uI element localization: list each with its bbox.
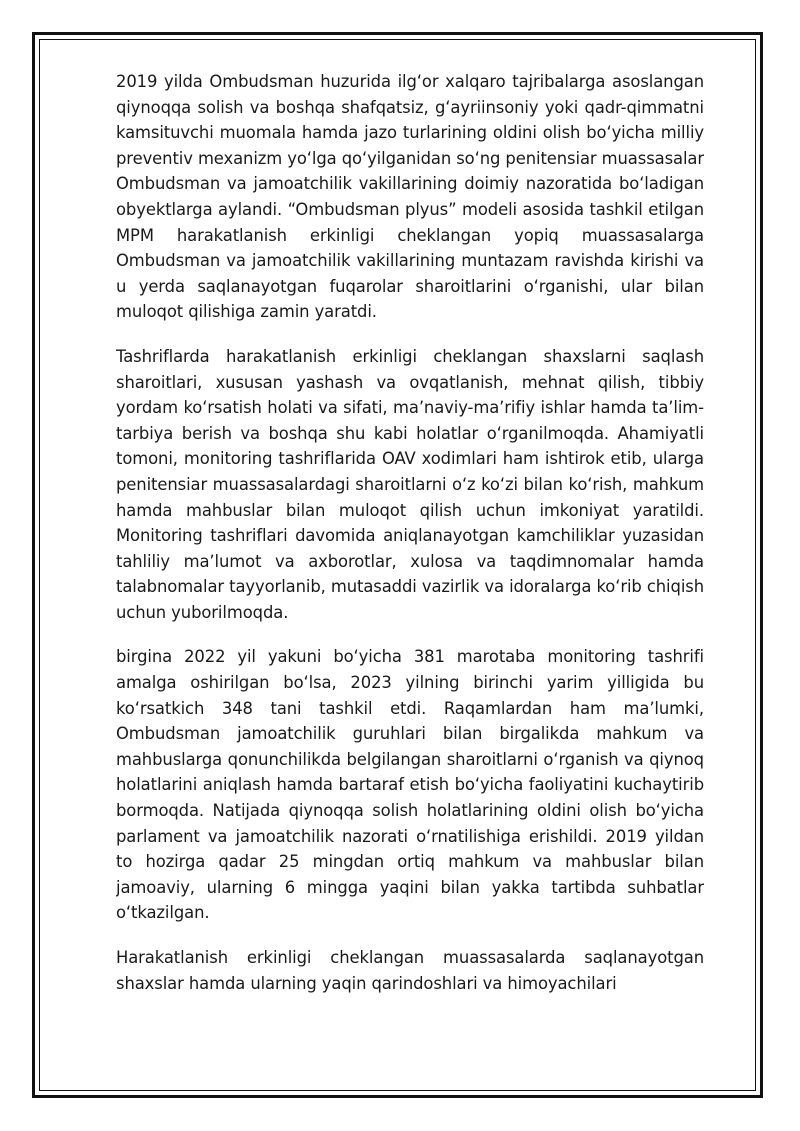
paragraph-monitoring-visits: Tashriflarda harakatlanish erkinligi cheklangan shaxslarni saqlash sharoitlari, xususan yashash va ovqatlanish, mehnat qilish, tibbiy yordam koʻrsatish holati va sifati, maʼnaviy-maʼrifiy ishlar hamda taʼlim-tarbiya berish va boshqa shu kabi holatlar oʻrganilmoqda. Ahamiyatli tomoni, monitoring tashriflarida OAV xodimlari ham ishtirok etib, ularga penitensiar muassasalardagi sharoitlarni oʻz koʻzi bilan koʻrish, mahkum hamda mahbuslar bilan muloqot qilish uchun imkoniyat yaratildi. Monitoring tashriflari davomida aniqlanayotgan kamchiliklar yuzasidan tahliliy maʼlumot va axborotlar, xulosa va taqdimnomalar hamda talabnomalar tayyorlanib, mutasaddi vazirlik va idoralarga koʻrib chiqish uchun yuborilmoqda.: [116, 346, 704, 622]
paragraph-detained-persons: Harakatlanish erkinligi cheklangan muassasalarda saqlanayotgan shaxslar hamda ularning yaqin qarindoshlari va himoyachilari: [116, 948, 704, 993]
document-body: [116, 69, 704, 1069]
paragraph-mpm-introduction: 2019 yilda Ombudsman huzurida ilgʻor xalqaro tajribalarga asoslangan qiynoqqa solish va boshqa shafqatsiz, gʻayriinsoniy yoki qadr-qimmatni kamsituvchi muomala hamda jazo turlarining oldini olish boʻyicha milliy preventiv mexanizm yoʻlga qoʻyilganidan soʻng penitensiar muassasalar Ombudsman va jamoatchilik vakillarining doimiy nazoratida boʻladigan obyektlarga aylandi. “Ombudsman plyus” modeli asosida tashkil etilgan MPM harakatlanish erkinligi cheklangan yopiq muassasalarga Ombudsman va jamoatchilik vakillarining muntazam ravishda kirishi va u yerda saqlanayotgan fuqarolar sharoitlarini oʻrganishi, ular bilan muloqot qilishiga zamin yaratdi.: [116, 72, 704, 322]
paragraph-statistics: birgina 2022 yil yakuni boʻyicha 381 marotaba monitoring tashrifi amalga oshirilgan boʻlsa, 2023 yilning birinchi yarim yilligida bu koʻrsatkich 348 tani tashkil etdi. Raqamlardan ham maʼlumki, Ombudsman jamoatchilik guruhlari bilan birgalikda mahkum va mahbuslarga qonunchilikda belgilangan sharoitlarni oʻrganish va qiynoq holatlarini aniqlash hamda bartaraf etish boʻyicha faoliyatini kuchaytirib bormoqda. Natijada qiynoqqa solish holatlarining oldini olish boʻyicha parlament va jamoatchilik nazorati oʻrnatilishiga erishildi. 2019 yildan to hozirga qadar 25 mingdan ortiq mahkum va mahbuslar bilan jamoaviy, ularning 6 mingga yaqini bilan yakka tartibda suhbatlar oʻtkazilgan.: [116, 647, 704, 923]
